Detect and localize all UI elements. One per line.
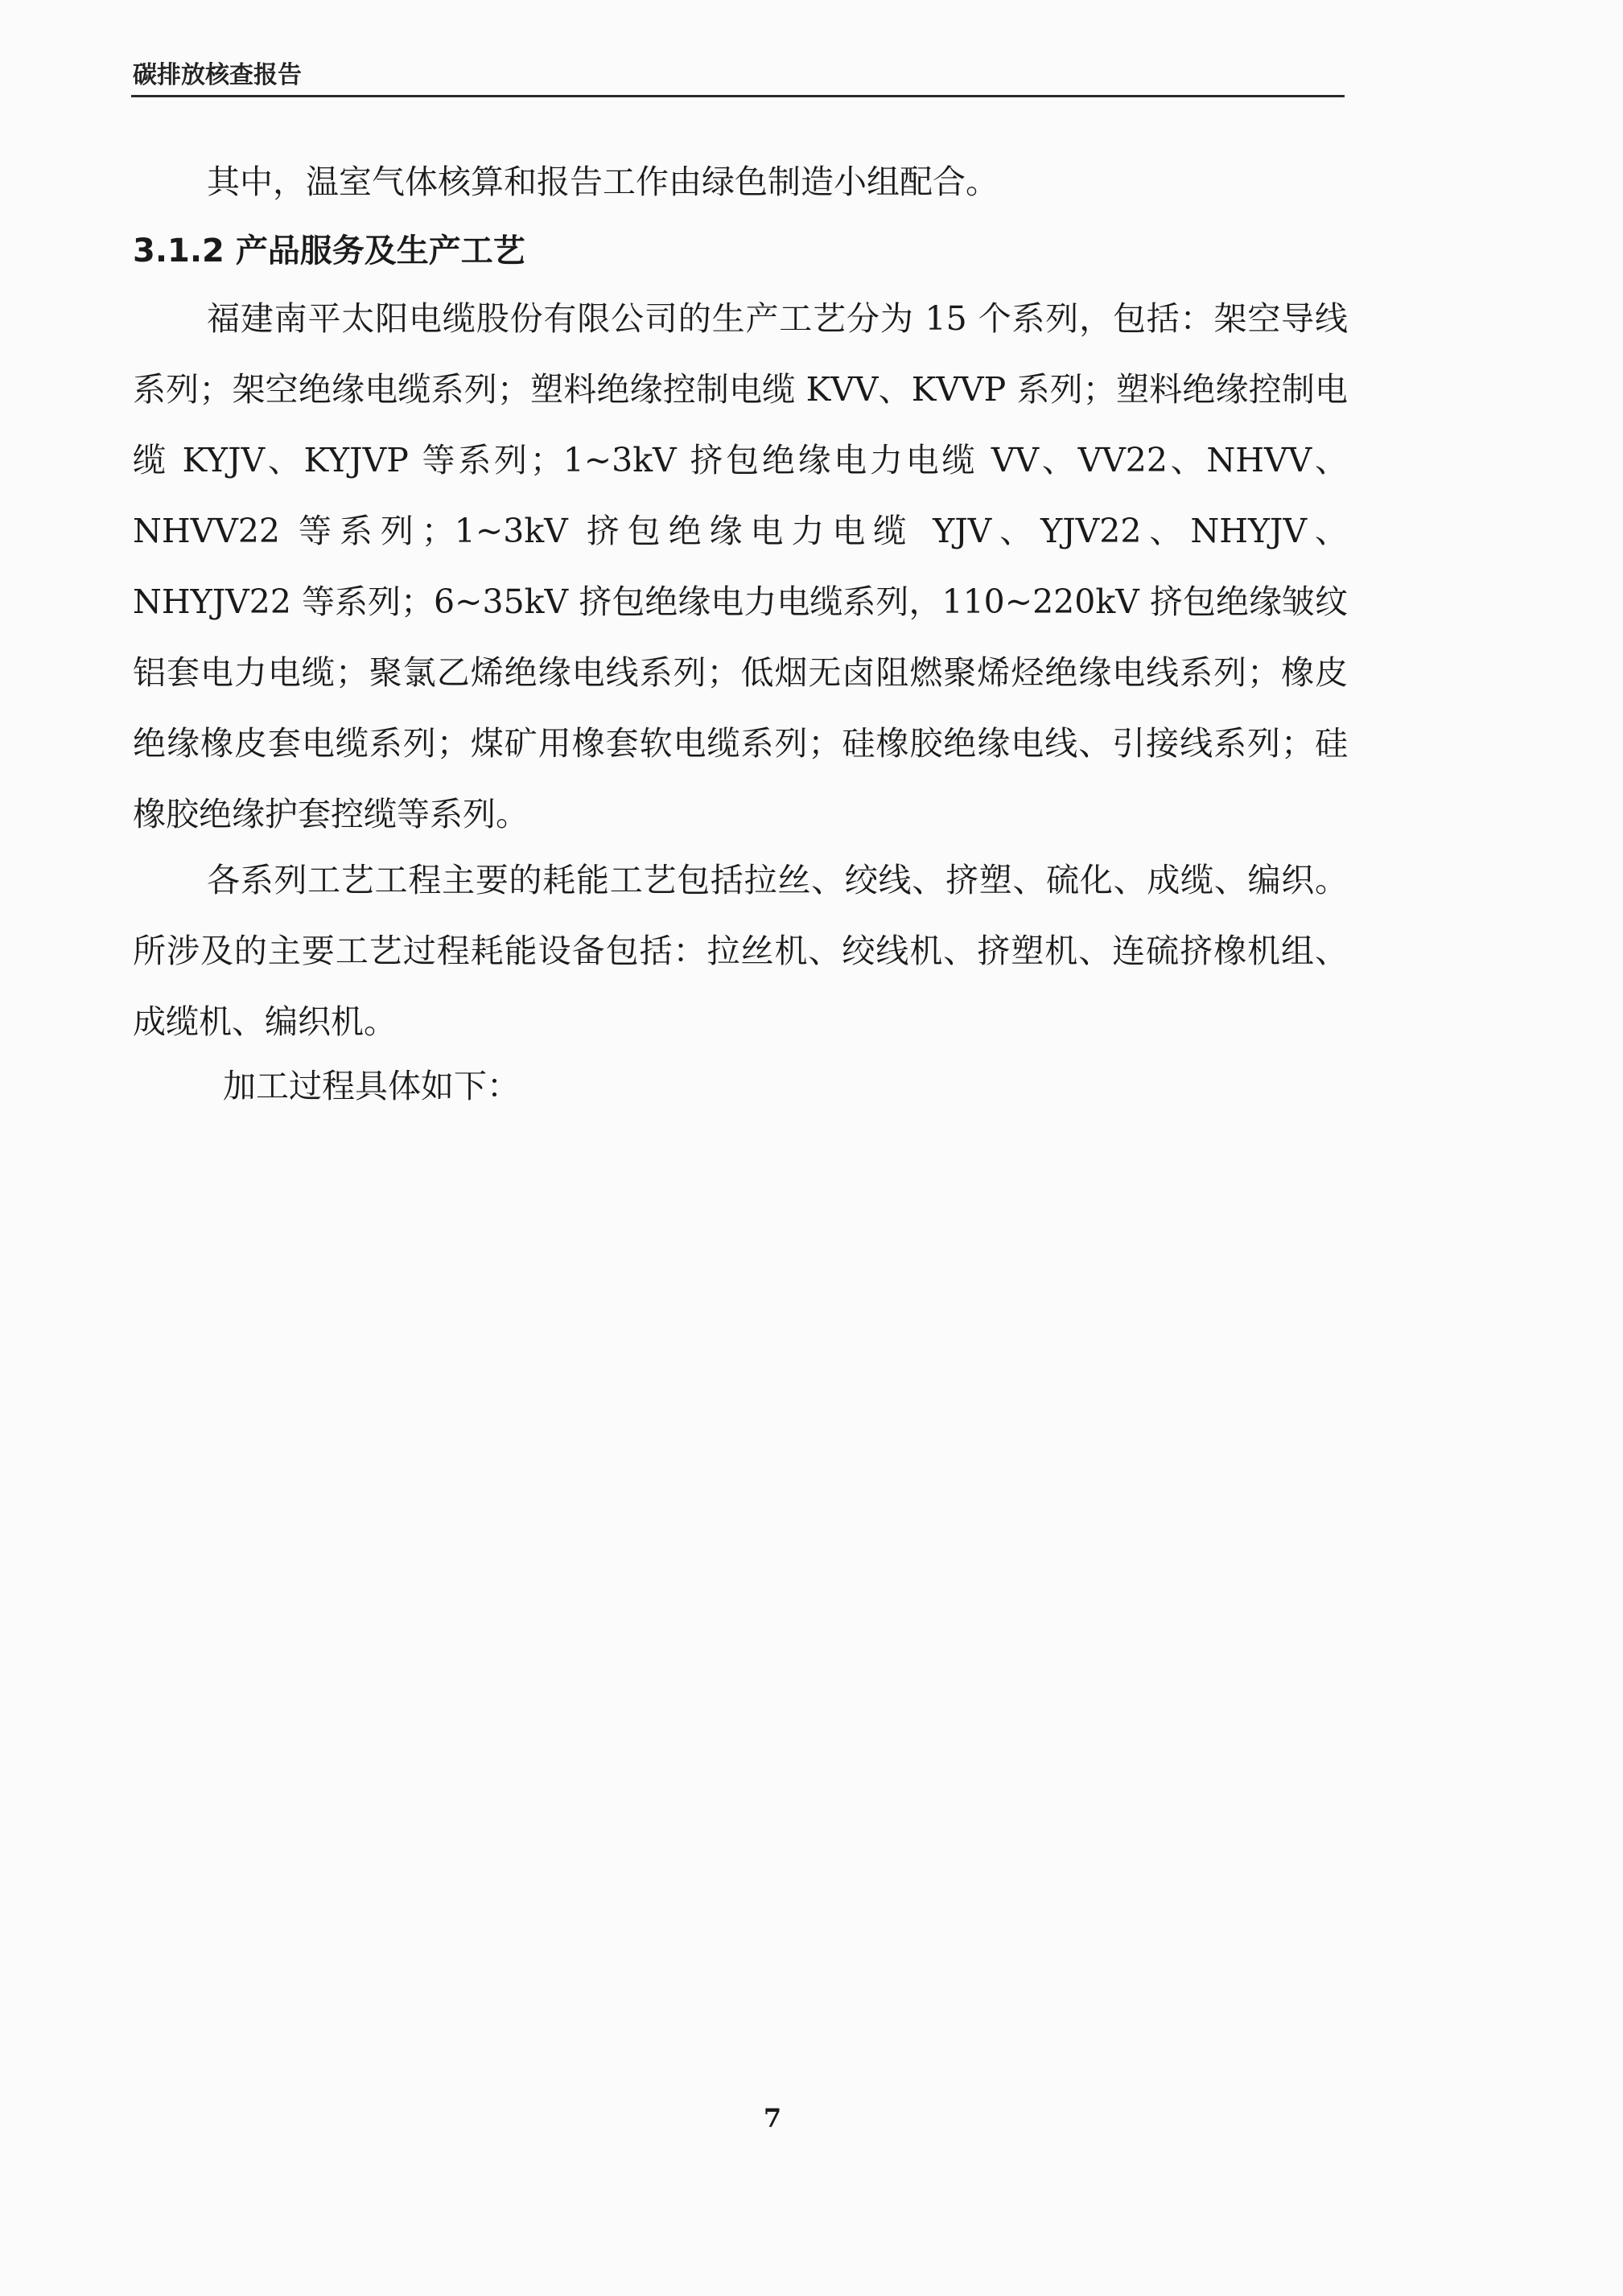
running-header: 碳排放核查报告 (133, 61, 302, 89)
header-rule (131, 95, 1345, 97)
paragraph-energy-processes: 各系列工艺工程主要的耗能工艺包括拉丝、绞线、挤塑、硫化、成缆、编织。所涉及的主要工艺过程耗能设备包括：拉丝机、绞线机、挤塑机、连硫挤橡机组、成缆机、编织机。 (133, 861, 1348, 1041)
intro-paragraph: 其中，温室气体核算和报告工作由绿色制造小组配合。 (207, 163, 999, 201)
paragraph-product-series: 福建南平太阳电缆股份有限公司的生产工艺分为 15 个系列，包括：架空导线系列；架空绝缘电缆系列；塑料绝缘控制电缆 KVV、KVVP 系列；塑料绝缘控制电缆 KYJV、KYJVP 等系列；1~3kV 挤包绝缘电力电缆 VV、VV22、NHVV、NHVV22 等系列；1~3kV 挤包绝缘电力电缆 YJV、YJV22、NHYJV、NHYJV22 等系列；6~35kV 挤包绝缘电力电缆系列，110~220kV 挤包绝缘皱纹铝套电力电缆；聚氯乙烯绝缘电线系列；低烟无卤阻燃聚烯烃绝缘电线系列；橡皮绝缘橡皮套电缆系列；煤矿用橡套软电缆系列；硅橡胶绝缘电线、引接线系列；硅橡胶绝缘护套控缆等系列。 (133, 299, 1348, 833)
paragraph-process-detail: 加工过程具体如下： (223, 1067, 520, 1105)
page-number: 7 (763, 2103, 782, 2133)
section-heading: 3.1.2 产品服务及生产工艺 (133, 232, 525, 270)
